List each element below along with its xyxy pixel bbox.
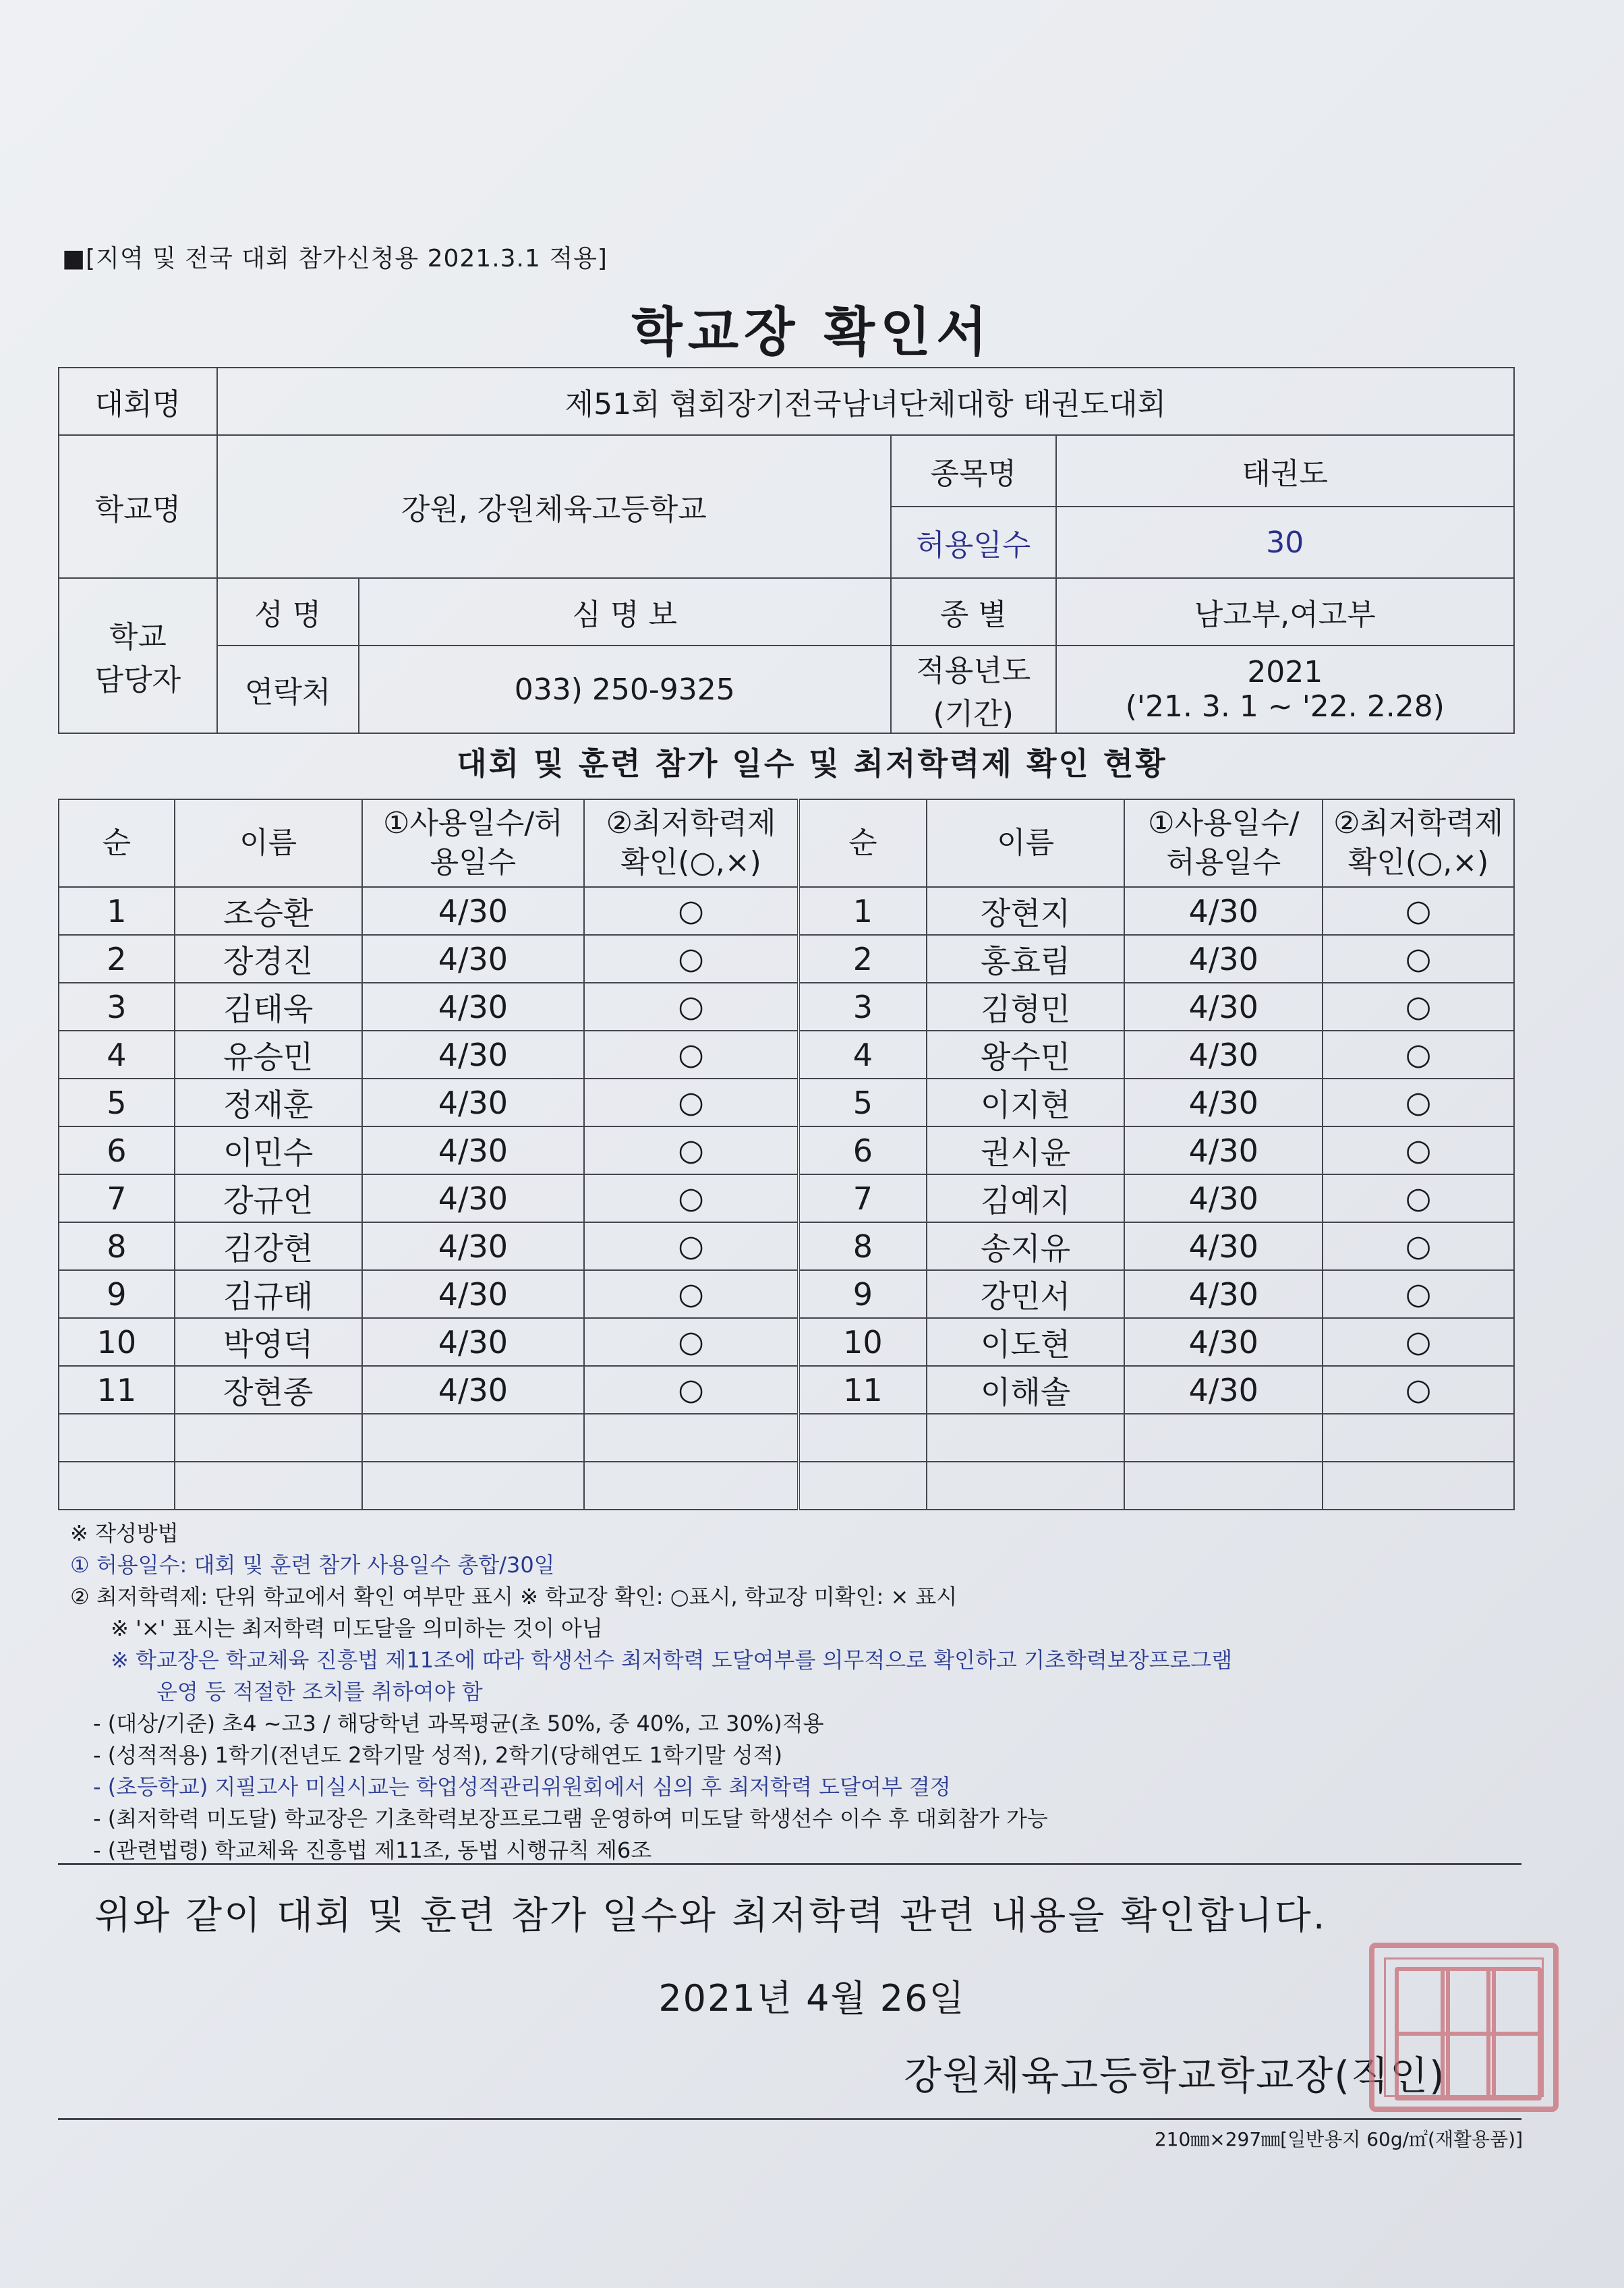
roster-row-empty [59,1414,1514,1462]
right-no: 2 [799,935,927,983]
left-no: 3 [59,983,175,1031]
right-name: 홍효림 [927,935,1125,983]
right-no: 1 [799,887,927,935]
header-days-left-line1: ①사용일수/허 [382,806,563,840]
roster-row [59,1222,1514,1270]
allowed-days-value: 30 [1056,507,1514,578]
left-check: ○ [584,935,799,983]
empty-cell [799,1414,927,1462]
official-seal-stamp [1369,1943,1559,2112]
event-value: 태권도 [1056,435,1514,507]
roster-row-empty [59,1462,1514,1510]
right-check: ○ [1323,1366,1514,1414]
left-no: 7 [59,1174,175,1222]
right-days: 4/30 [1124,1366,1323,1414]
name-value: 심 명 보 [359,578,891,646]
empty-cell [362,1462,585,1510]
info-row-manager [59,578,1514,646]
year-label-line2: (기간) [933,697,1014,731]
header-check-right-line1: ②최저학력제 [1333,806,1504,840]
right-days: 4/30 [1124,1079,1323,1126]
info-row-contact [59,646,1514,733]
right-days: 4/30 [1124,935,1323,983]
header-check-left-line1: ②최저학력제 [606,806,776,840]
left-no: 5 [59,1079,175,1126]
right-check: ○ [1323,887,1514,935]
left-name: 박영덕 [175,1318,362,1366]
right-name: 김형민 [927,983,1125,1031]
right-no: 6 [799,1126,927,1174]
left-days: 4/30 [362,1366,585,1414]
empty-cell [584,1414,799,1462]
right-name: 이도현 [927,1318,1125,1366]
left-days: 4/30 [362,1031,585,1079]
roster-row [59,887,1514,935]
left-name: 정재훈 [175,1079,362,1126]
seal-glyph [1486,2032,1542,2100]
right-no: 7 [799,1174,927,1222]
empty-cell [927,1462,1125,1510]
info-table [58,367,1515,734]
right-check: ○ [1323,983,1514,1031]
right-name: 권시윤 [927,1126,1125,1174]
right-check: ○ [1323,935,1514,983]
right-no: 9 [799,1270,927,1318]
left-no: 2 [59,935,175,983]
document-title: 학교장 확인서 [631,302,993,363]
category-label: 종 별 [891,578,1056,646]
left-no: 10 [59,1318,175,1366]
left-days: 4/30 [362,887,585,935]
empty-cell [1124,1414,1323,1462]
paper-spec: 210㎜×297㎜[일반용지 60g/㎡(재활용품)] [1154,2128,1523,2150]
right-days: 4/30 [1124,1031,1323,1079]
empty-cell [799,1462,927,1510]
right-days: 4/30 [1124,1318,1323,1366]
left-no: 1 [59,887,175,935]
left-days: 4/30 [362,935,585,983]
right-name: 장현지 [927,887,1125,935]
roster-row [59,1270,1514,1318]
allowed-days-label: 허용일수 [891,507,1056,578]
right-days: 4/30 [1124,1174,1323,1222]
header-note: ■[지역 및 전국 대회 참가신청용 2021.3.1 적용] [62,245,608,273]
left-days: 4/30 [362,1126,585,1174]
left-days: 4/30 [362,1222,585,1270]
header-name-left: 이름 [175,799,362,887]
right-no: 10 [799,1318,927,1366]
note-min-academic: ② 최저학력제: 단위 학교에서 확인 여부만 표시 ※ 학교장 확인: ○표시, 학교장 미확인: × 표시 [70,1584,958,1609]
year-number: 2021 [1247,655,1323,689]
left-name: 김태욱 [175,983,362,1031]
right-check: ○ [1323,1079,1514,1126]
left-no: 9 [59,1270,175,1318]
roster-row [59,1031,1514,1079]
left-no: 6 [59,1126,175,1174]
right-check: ○ [1323,1222,1514,1270]
empty-cell [927,1414,1125,1462]
divider-bottom [58,2118,1521,2120]
right-no: 5 [799,1079,927,1126]
roster-row [59,1366,1514,1414]
right-name: 강민서 [927,1270,1125,1318]
right-no: 11 [799,1366,927,1414]
empty-cell [362,1414,585,1462]
manager-label-line1: 학교 [109,620,167,654]
left-days: 4/30 [362,1318,585,1366]
left-check: ○ [584,1366,799,1414]
name-label: 성 명 [217,578,359,646]
left-name: 이민수 [175,1126,362,1174]
left-check: ○ [584,983,799,1031]
principal-signature: 강원체육고등학교학교장(직인) [904,2053,1446,2098]
empty-cell [59,1414,175,1462]
issue-date: 2021년 4월 26일 [658,1977,966,2020]
right-days: 4/30 [1124,887,1323,935]
seal-glyph [1486,1967,1542,2036]
right-days: 4/30 [1124,1126,1323,1174]
year-period: ('21. 3. 1 ~ '22. 2.28) [1125,689,1445,724]
event-label: 종목명 [891,435,1056,507]
note-elementary: - (초등학교) 지필고사 미실시교는 학업성적관리위원회에서 심의 후 최저학력 도달여부 결정 [93,1774,951,1800]
header-check-right [1323,799,1514,887]
info-row-contest [59,368,1514,435]
header-days-right [1124,799,1323,887]
school-label: 학교명 [59,435,217,578]
empty-cell [1323,1462,1514,1510]
right-check: ○ [1323,1126,1514,1174]
left-check: ○ [584,1318,799,1366]
header-check-right-line2: 확인(○,×) [1347,845,1489,880]
right-no: 3 [799,983,927,1031]
header-days-right-line1: ①사용일수/ [1148,806,1300,840]
roster-table [58,799,1515,1510]
left-name: 유승민 [175,1031,362,1079]
roster-row [59,1318,1514,1366]
right-check: ○ [1323,1270,1514,1318]
right-days: 4/30 [1124,1222,1323,1270]
note-related-law: - (관련법령) 학교체육 진흥법 제11조, 동법 시행규칙 제6조 [93,1837,652,1863]
roster-row [59,1126,1514,1174]
empty-cell [1124,1462,1323,1510]
roster-row [59,1079,1514,1126]
left-name: 조승환 [175,887,362,935]
manager-label-line2: 담당자 [94,663,181,697]
left-name: 장현종 [175,1366,362,1414]
contest-label: 대회명 [59,368,217,435]
right-check: ○ [1323,1031,1514,1079]
left-check: ○ [584,1079,799,1126]
header-days-right-line2: 허용일수 [1166,845,1281,880]
year-label-line1: 적용년도 [916,654,1031,688]
year-value [1056,646,1514,733]
roster-title: 대회 및 훈련 참가 일수 및 최저학력제 확인 현황 [457,745,1167,782]
note-principal-duty: ※ 학교장은 학교체육 진흥법 제11조에 따라 학생선수 최저학력 도달여부를 의무적으로 확인하고 기초학력보장프로그램 [111,1647,1233,1673]
right-days: 4/30 [1124,1270,1323,1318]
left-check: ○ [584,1222,799,1270]
note-principal-duty-cont: 운영 등 적절한 조치를 취하여야 함 [156,1679,483,1705]
left-check: ○ [584,1031,799,1079]
empty-cell [584,1462,799,1510]
header-no-left: 순 [59,799,175,887]
right-name: 이지현 [927,1079,1125,1126]
roster-row [59,1174,1514,1222]
left-no: 8 [59,1222,175,1270]
left-days: 4/30 [362,1174,585,1222]
left-check: ○ [584,1270,799,1318]
roster-row [59,935,1514,983]
right-days: 4/30 [1124,983,1323,1031]
header-days-left [362,799,585,887]
left-days: 4/30 [362,983,585,1031]
empty-cell [175,1462,362,1510]
header-check-left [584,799,799,887]
empty-cell [59,1462,175,1510]
header-name-right: 이름 [927,799,1125,887]
note-target: - (대상/기준) 초4 ~고3 / 해당학년 과목평균(초 50%, 중 40%, 고 30%)적용 [93,1711,824,1736]
header-check-left-line2: 확인(○,×) [620,845,761,880]
left-no: 4 [59,1031,175,1079]
writing-instructions [70,1518,1540,1866]
note-below-minimum: - (최저학력 미도달) 학교장은 기초학력보장프로그램 운영하여 미도달 학생선수 이수 후 대회참가 가능 [93,1806,1048,1831]
left-days: 4/30 [362,1270,585,1318]
right-name: 왕수민 [927,1031,1125,1079]
notes-heading: ※ 작성방법 [70,1520,179,1546]
info-row-school [59,435,1514,507]
note-grade-apply: - (성적적용) 1학기(전년도 2학기말 성적), 2학기(당해연도 1학기말 성적) [93,1742,783,1768]
left-check: ○ [584,1174,799,1222]
contact-label: 연락처 [217,646,359,733]
category-value: 남고부,여고부 [1056,578,1514,646]
right-name: 이해솔 [927,1366,1125,1414]
year-label [891,646,1056,733]
right-check: ○ [1323,1174,1514,1222]
manager-label [59,578,217,733]
header-no-right: 순 [799,799,927,887]
roster-header-row [59,799,1514,887]
note-x-mark: ※ '×' 표시는 최저학력 미도달을 의미하는 것이 아님 [111,1615,603,1641]
note-allowed-days: ① 허용일수: 대회 및 훈련 참가 사용일수 총합/30일 [70,1552,555,1578]
right-no: 8 [799,1222,927,1270]
right-no: 4 [799,1031,927,1079]
school-value: 강원, 강원체육고등학교 [217,435,891,578]
contest-value: 제51회 협회장기전국남녀단체대항 태권도대회 [217,368,1514,435]
empty-cell [175,1414,362,1462]
left-check: ○ [584,887,799,935]
contact-value: 033) 250-9325 [359,646,891,733]
left-check: ○ [584,1126,799,1174]
right-name: 김예지 [927,1174,1125,1222]
divider-top [58,1863,1521,1865]
roster-row [59,983,1514,1031]
left-name: 김강현 [175,1222,362,1270]
empty-cell [1323,1414,1514,1462]
right-check: ○ [1323,1318,1514,1366]
confirm-statement: 위와 같이 대회 및 훈련 참가 일수와 최저학력 관련 내용을 확인합니다. [94,1894,1327,1938]
left-name: 강규언 [175,1174,362,1222]
left-name: 장경진 [175,935,362,983]
left-days: 4/30 [362,1079,585,1126]
left-no: 11 [59,1366,175,1414]
right-name: 송지유 [927,1222,1125,1270]
left-name: 김규태 [175,1270,362,1318]
header-days-left-line2: 용일수 [430,845,517,880]
